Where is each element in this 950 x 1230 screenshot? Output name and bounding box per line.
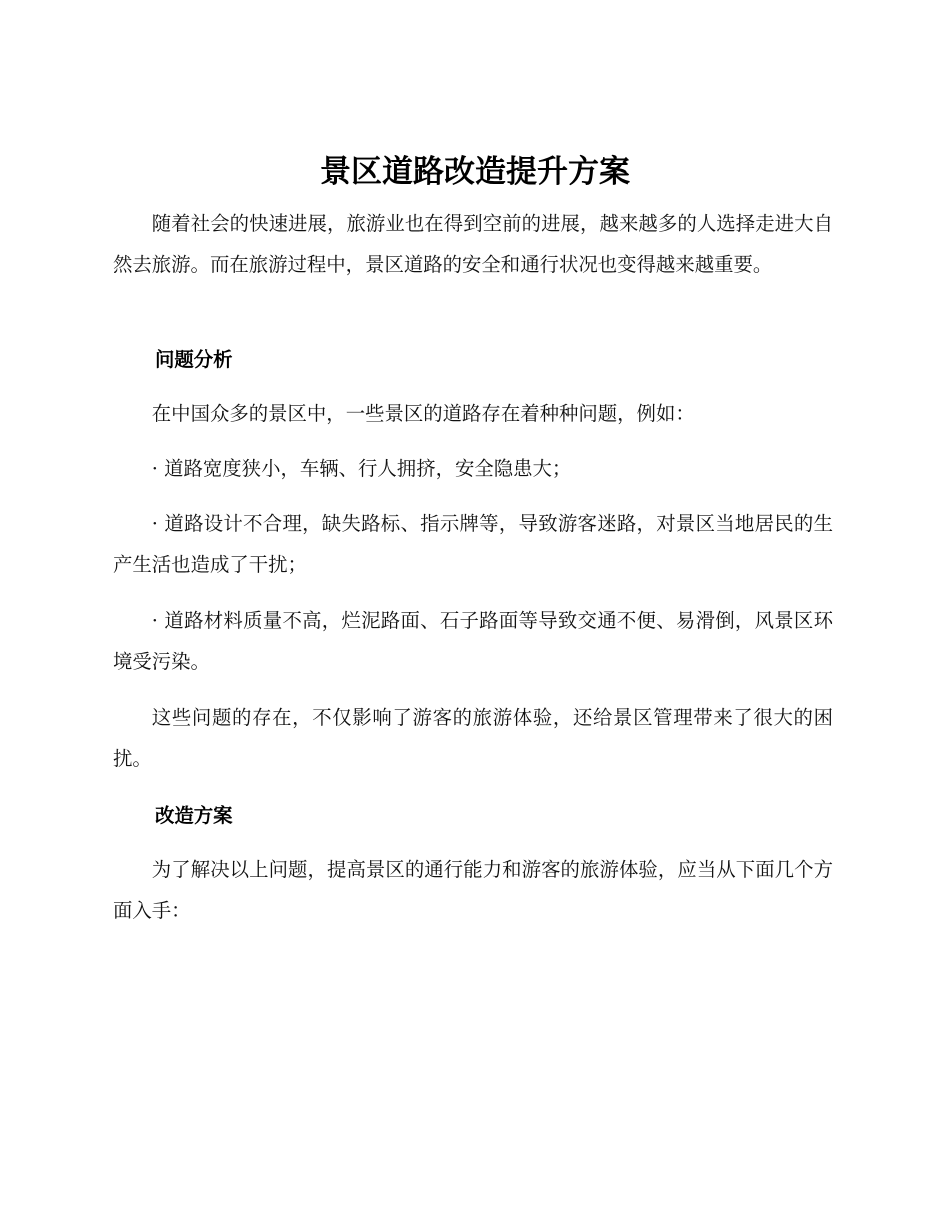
intro-paragraph: 随着社会的快速进展，旅游业也在得到空前的进展，越来越多的人选择走进大自然去旅游。而在旅游过程中，景区道路的安全和通行状况也变得越来越重要。 xyxy=(113,212,833,276)
problem-bullet-2: · 道路设计不合理，缺失路标、指示牌等，导致游客迷路，对景区当地居民的生产生活也造成了干扰； xyxy=(113,512,833,576)
section-heading-problem-analysis: 问题分析 xyxy=(155,348,233,371)
problem-intro-paragraph: 在中国众多的景区中，一些景区的道路存在着种种问题，例如： xyxy=(151,402,695,425)
problem-bullet-3: · 道路材料质量不高，烂泥路面、石子路面等导致交通不便、易滑倒，风景区环境受污染。 xyxy=(113,609,833,673)
problem-bullet-1: · 道路宽度狭小，车辆、行人拥挤，安全隐患大； xyxy=(151,457,572,480)
problem-conclusion-paragraph: 这些问题的存在，不仅影响了游客的旅游体验，还给景区管理带来了很大的困扰。 xyxy=(113,706,833,770)
plan-intro-paragraph: 为了解决以上问题，提高景区的通行能力和游客的旅游体验，应当从下面几个方面入手： xyxy=(113,858,833,922)
section-heading-renovation-plan: 改造方案 xyxy=(155,804,233,827)
document-title: 景区道路改造提升方案 xyxy=(320,154,630,190)
